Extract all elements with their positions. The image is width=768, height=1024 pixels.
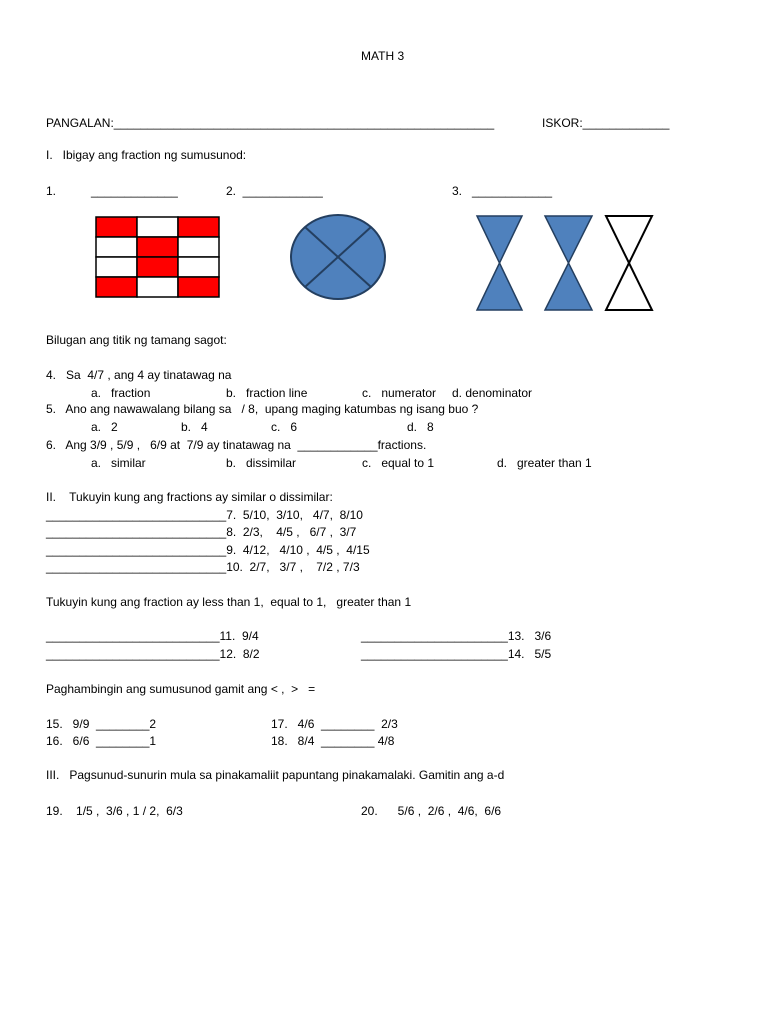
section-2-heading: II. Tukuyin kung ang fractions ay similar o dissimilar:	[46, 490, 333, 504]
grid-cell	[137, 257, 178, 277]
q4-option-d: d. denominator	[452, 386, 533, 400]
grid-cell	[96, 277, 137, 297]
q6-option-a: a. similar	[91, 456, 146, 470]
question-6: 6. Ang 3/9 , 5/9 , 6/9 at 7/9 ay tinatawag na ____________fractions.	[46, 438, 427, 452]
grid-cell	[178, 257, 219, 277]
item-13: ______________________13. 3/6	[361, 629, 552, 643]
item-12: __________________________12. 8/2	[46, 647, 260, 661]
item-15: 15. 9/9 ________2	[46, 717, 157, 731]
page-title: MATH 3	[361, 49, 405, 63]
item-10: ___________________________10. 2/7, 3/7 , 7/2 , 7/3	[46, 560, 360, 574]
fraction-grid-figure	[94, 215, 224, 299]
question-5: 5. Ano ang nawawalang bilang sa / 8, upang maging katumbas ng isang buo ?	[46, 402, 479, 416]
q6-option-d: d. greater than 1	[497, 456, 592, 470]
item-7: ___________________________7. 5/10, 3/10, 4/7, 8/10	[46, 508, 363, 522]
section-1-heading: I. Ibigay ang fraction ng sumusunod:	[46, 148, 247, 162]
item-20: 20. 5/6 , 2/6 , 4/6, 6/6	[361, 804, 502, 818]
grid-cell	[137, 237, 178, 257]
section-3-heading: III. Pagsunud-sunurin mula sa pinakamaliit papuntang pinakamalaki. Gamitin ang a-d	[46, 768, 505, 782]
grid-cell	[96, 217, 137, 237]
q6-option-c: c. equal to 1	[362, 456, 435, 470]
compare-2-heading: Paghambingin ang sumusunod gamit ang < , > =	[46, 682, 316, 696]
compare-1-heading: Tukuyin kung ang fraction ay less than 1, equal to 1, greater than 1	[46, 595, 412, 609]
grid-cell	[96, 237, 137, 257]
q6-option-b: b. dissimilar	[226, 456, 297, 470]
grid-cell	[178, 277, 219, 297]
grid-cell	[137, 217, 178, 237]
item-16: 16. 6/6 ________1	[46, 734, 157, 748]
item-1-number: 1.	[46, 184, 57, 198]
grid-cell	[178, 217, 219, 237]
item-18: 18. 8/4 ________ 4/8	[271, 734, 395, 748]
fraction-hourglass-figure	[474, 213, 656, 313]
hourglass-filled-2	[545, 216, 592, 310]
grid-cell	[137, 277, 178, 297]
score-field-line: ISKOR:_____________	[542, 116, 670, 130]
grid-cell	[96, 257, 137, 277]
item-1-blank: _____________	[91, 184, 178, 198]
q4-option-c: c. numerator	[362, 386, 437, 400]
mc-heading: Bilugan ang titik ng tamang sagot:	[46, 333, 227, 347]
hourglass-filled-1	[477, 216, 522, 310]
q4-option-a: a. fraction	[91, 386, 151, 400]
item-8: ___________________________8. 2/3, 4/5 , 6/7 , 3/7	[46, 525, 357, 539]
q5-option-c: c. 6	[271, 420, 298, 434]
item-19: 19. 1/5 , 3/6 , 1 / 2, 6/3	[46, 804, 183, 818]
fraction-circle-figure	[289, 213, 387, 301]
q4-option-b: b. fraction line	[226, 386, 308, 400]
q5-option-b: b. 4	[181, 420, 208, 434]
item-11: __________________________11. 9/4	[46, 629, 259, 643]
grid-cells	[96, 217, 219, 297]
item-14: ______________________14. 5/5	[361, 647, 552, 661]
item-9: ___________________________9. 4/12, 4/10 , 4/5 , 4/15	[46, 543, 370, 557]
q5-option-d: d. 8	[407, 420, 434, 434]
name-field-line: PANGALAN:_________________________________________________________	[46, 116, 495, 130]
q5-option-a: a. 2	[91, 420, 118, 434]
item-3-blank: 3. ____________	[452, 184, 553, 198]
grid-cell	[178, 237, 219, 257]
item-17: 17. 4/6 ________ 2/3	[271, 717, 398, 731]
item-2-blank: 2. ____________	[226, 184, 323, 198]
hourglass-empty	[606, 216, 652, 310]
question-4: 4. Sa 4/7 , ang 4 ay tinatawag na	[46, 368, 232, 382]
